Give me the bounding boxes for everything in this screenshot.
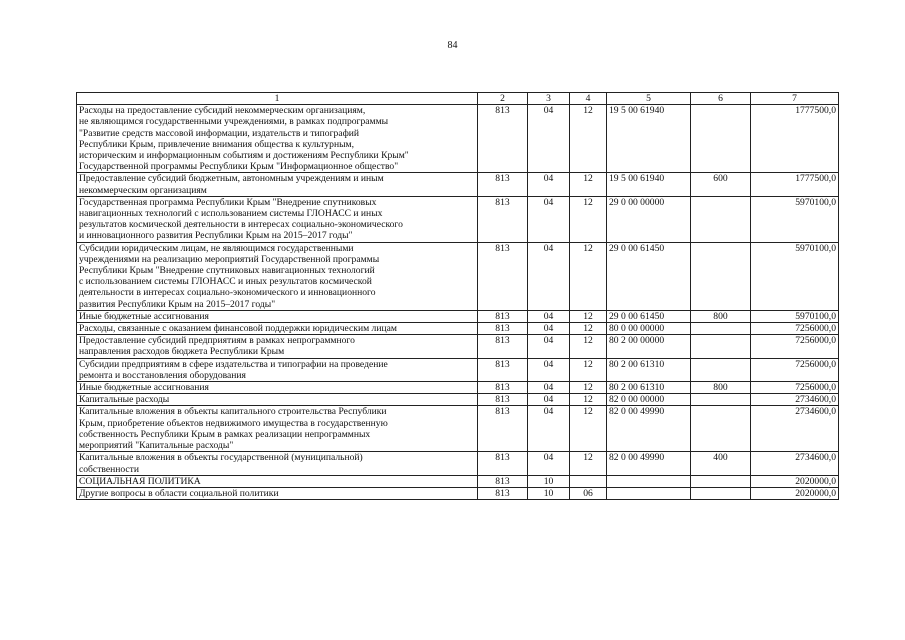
description-line: и инновационного развития Республики Крым на 2015–2017 годы" xyxy=(79,230,353,242)
section-code: 04 xyxy=(528,406,570,452)
amount-value: 2020000,0 xyxy=(751,475,839,487)
expense-type-code xyxy=(691,394,751,406)
admin-code: 813 xyxy=(478,310,528,322)
row-description xyxy=(77,173,478,196)
amount-value: 5970100,0 xyxy=(751,310,839,322)
expense-type-code xyxy=(691,105,751,173)
description-line: направления расходов бюджета Республики Крым xyxy=(79,346,285,358)
subsection-code: 12 xyxy=(570,310,607,322)
target-article-code xyxy=(607,487,691,499)
section-code: 10 xyxy=(528,475,570,487)
table-row xyxy=(77,242,839,310)
description-line: не являющимся государственными учреждениями, в рамках подпрограммы xyxy=(79,116,389,128)
row-description xyxy=(77,382,478,394)
subsection-code: 12 xyxy=(570,105,607,173)
description-line: Другие вопросы в области социальной политики xyxy=(79,487,279,499)
row-description xyxy=(77,406,478,452)
description-line: Капитальные вложения в объекты капитального строительства Республики xyxy=(79,406,387,418)
column-header: 7 xyxy=(751,93,839,105)
admin-code: 813 xyxy=(478,335,528,358)
table-row xyxy=(77,475,839,487)
description-line: деятельности в интересах социально-экономического и инновационного xyxy=(79,287,376,299)
target-article-code: 80 2 00 00000 xyxy=(607,335,691,358)
table-row xyxy=(77,382,839,394)
table-row xyxy=(77,452,839,475)
section-code: 04 xyxy=(528,310,570,322)
expense-type-code xyxy=(691,323,751,335)
subsection-code: 12 xyxy=(570,173,607,196)
description-line: некоммерческим организациям xyxy=(79,184,207,196)
description-line: Республики Крым, привлечение внимания общества к культурным, xyxy=(79,138,354,150)
description-line: ремонта и восстановления оборудования xyxy=(79,369,246,381)
target-article-code: 19 5 00 61940 xyxy=(607,105,691,173)
amount-value: 2020000,0 xyxy=(751,487,839,499)
description-line: результатов космической деятельности в интересах социально-экономического xyxy=(79,219,403,231)
description-line: учреждениями на реализацию мероприятий Государственной программы xyxy=(79,253,380,265)
subsection-code: 12 xyxy=(570,452,607,475)
row-description xyxy=(77,487,478,499)
amount-value: 2734600,0 xyxy=(751,394,839,406)
section-code: 04 xyxy=(528,323,570,335)
description-line: Государственная программа Республики Крым "Внедрение спутниковых xyxy=(79,196,377,208)
description-line: Расходы, связанные с оказанием финансовой поддержки юридическим лицам xyxy=(79,323,397,335)
description-line: Расходы на предоставление субсидий некоммерческим организациям, xyxy=(79,105,366,117)
column-header: 2 xyxy=(478,93,528,105)
budget-table xyxy=(76,92,839,500)
target-article-code: 29 0 00 61450 xyxy=(607,310,691,322)
admin-code: 813 xyxy=(478,406,528,452)
table-row xyxy=(77,310,839,322)
description-line: Субсидии юридическим лицам, не являющимся государственными xyxy=(79,242,354,254)
subsection-code: 12 xyxy=(570,382,607,394)
row-description xyxy=(77,310,478,322)
admin-code: 813 xyxy=(478,323,528,335)
column-header: 5 xyxy=(607,93,691,105)
row-description xyxy=(77,335,478,358)
description-line: с использованием системы ГЛОНАСС и иных результатов космической xyxy=(79,276,372,288)
section-code: 04 xyxy=(528,196,570,242)
target-article-code: 82 0 00 49990 xyxy=(607,452,691,475)
expense-type-code: 800 xyxy=(691,382,751,394)
expense-type-code xyxy=(691,358,751,381)
row-description xyxy=(77,475,478,487)
row-description xyxy=(77,196,478,242)
expense-type-code: 800 xyxy=(691,310,751,322)
target-article-code xyxy=(607,475,691,487)
admin-code: 813 xyxy=(478,452,528,475)
column-header: 3 xyxy=(528,93,570,105)
column-header: 6 xyxy=(691,93,751,105)
target-article-code: 82 0 00 00000 xyxy=(607,394,691,406)
description-line: Государственной программы Республики Крым "Информационное общество" xyxy=(79,161,399,173)
description-line: Республики Крым "Внедрение спутниковых навигационных технологий xyxy=(79,265,375,277)
admin-code: 813 xyxy=(478,242,528,310)
description-line: навигационных технологий с использованием системы ГЛОНАСС и иных xyxy=(79,208,383,220)
amount-value: 7256000,0 xyxy=(751,323,839,335)
header-row xyxy=(77,93,839,105)
description-line: Субсидии предприятиям в сфере издательства и типографии на проведение xyxy=(79,358,388,370)
target-article-code: 19 5 00 61940 xyxy=(607,173,691,196)
table-row xyxy=(77,406,839,452)
description-line: развития Республики Крым на 2015–2017 годы" xyxy=(79,298,276,310)
table-row xyxy=(77,335,839,358)
admin-code: 813 xyxy=(478,487,528,499)
description-line: собственность Республики Крым в рамках реализации непрограммных xyxy=(79,428,371,440)
description-line: собственности xyxy=(79,463,140,475)
section-code: 04 xyxy=(528,452,570,475)
target-article-code: 82 0 00 49990 xyxy=(607,406,691,452)
subsection-code: 06 xyxy=(570,487,607,499)
admin-code: 813 xyxy=(478,196,528,242)
section-code: 04 xyxy=(528,105,570,173)
row-description xyxy=(77,394,478,406)
admin-code: 813 xyxy=(478,358,528,381)
target-article-code: 29 0 00 00000 xyxy=(607,196,691,242)
description-line: Предоставление субсидий бюджетным, автономным учреждениям и иным xyxy=(79,173,384,185)
table-row xyxy=(77,323,839,335)
section-code: 10 xyxy=(528,487,570,499)
amount-value: 1777500,0 xyxy=(751,105,839,173)
description-line: историческим и информационным событиям и достижениям Республики Крым" xyxy=(79,150,409,162)
column-header: 4 xyxy=(570,93,607,105)
description-line: Крым, приобретение объектов недвижимого имущества в государственную xyxy=(79,417,388,429)
subsection-code: 12 xyxy=(570,358,607,381)
section-code: 04 xyxy=(528,173,570,196)
section-code: 04 xyxy=(528,335,570,358)
table-row xyxy=(77,105,839,173)
page-number: 84 xyxy=(447,40,458,51)
admin-code: 813 xyxy=(478,475,528,487)
expense-type-code xyxy=(691,242,751,310)
row-description xyxy=(77,452,478,475)
subsection-code: 12 xyxy=(570,196,607,242)
subsection-code: 12 xyxy=(570,406,607,452)
target-article-code: 80 2 00 61310 xyxy=(607,358,691,381)
target-article-code: 29 0 00 61450 xyxy=(607,242,691,310)
subsection-code: 12 xyxy=(570,335,607,358)
expense-type-code xyxy=(691,335,751,358)
description-line: Капитальные расходы xyxy=(79,394,170,406)
table-body xyxy=(77,93,839,500)
table-row xyxy=(77,173,839,196)
subsection-code: 12 xyxy=(570,323,607,335)
amount-value: 5970100,0 xyxy=(751,196,839,242)
admin-code: 813 xyxy=(478,105,528,173)
description-line: Иные бюджетные ассигнования xyxy=(79,310,209,322)
amount-value: 2734600,0 xyxy=(751,406,839,452)
admin-code: 813 xyxy=(478,394,528,406)
admin-code: 813 xyxy=(478,173,528,196)
section-code: 04 xyxy=(528,394,570,406)
expense-type-code xyxy=(691,406,751,452)
description-line: СОЦИАЛЬНАЯ ПОЛИТИКА xyxy=(79,475,201,487)
table-row xyxy=(77,358,839,381)
section-code: 04 xyxy=(528,242,570,310)
amount-value: 7256000,0 xyxy=(751,335,839,358)
table-row xyxy=(77,487,839,499)
amount-value: 5970100,0 xyxy=(751,242,839,310)
target-article-code: 80 2 00 61310 xyxy=(607,382,691,394)
row-description xyxy=(77,242,478,310)
amount-value: 7256000,0 xyxy=(751,358,839,381)
description-line: "Развитие средств массовой информации, издательств и типографий xyxy=(79,127,360,139)
target-article-code: 80 0 00 00000 xyxy=(607,323,691,335)
section-code: 04 xyxy=(528,382,570,394)
description-line: Предоставление субсидий предприятиям в рамках непрограммного xyxy=(79,335,355,347)
expense-type-code xyxy=(691,487,751,499)
table-row xyxy=(77,394,839,406)
description-line: Иные бюджетные ассигнования xyxy=(79,382,209,394)
expense-type-code: 600 xyxy=(691,173,751,196)
description-line: Капитальные вложения в объекты государственной (муниципальной) xyxy=(79,452,363,464)
amount-value: 1777500,0 xyxy=(751,173,839,196)
amount-value: 2734600,0 xyxy=(751,452,839,475)
subsection-code: 12 xyxy=(570,242,607,310)
admin-code: 813 xyxy=(478,382,528,394)
expense-type-code xyxy=(691,475,751,487)
subsection-code xyxy=(570,475,607,487)
row-description xyxy=(77,358,478,381)
expense-type-code xyxy=(691,196,751,242)
section-code: 04 xyxy=(528,358,570,381)
expense-type-code: 400 xyxy=(691,452,751,475)
description-line: мероприятий "Капитальные расходы" xyxy=(79,440,234,452)
table-row xyxy=(77,196,839,242)
amount-value: 7256000,0 xyxy=(751,382,839,394)
row-description xyxy=(77,323,478,335)
column-header: 1 xyxy=(77,93,478,105)
row-description xyxy=(77,105,478,173)
subsection-code: 12 xyxy=(570,394,607,406)
